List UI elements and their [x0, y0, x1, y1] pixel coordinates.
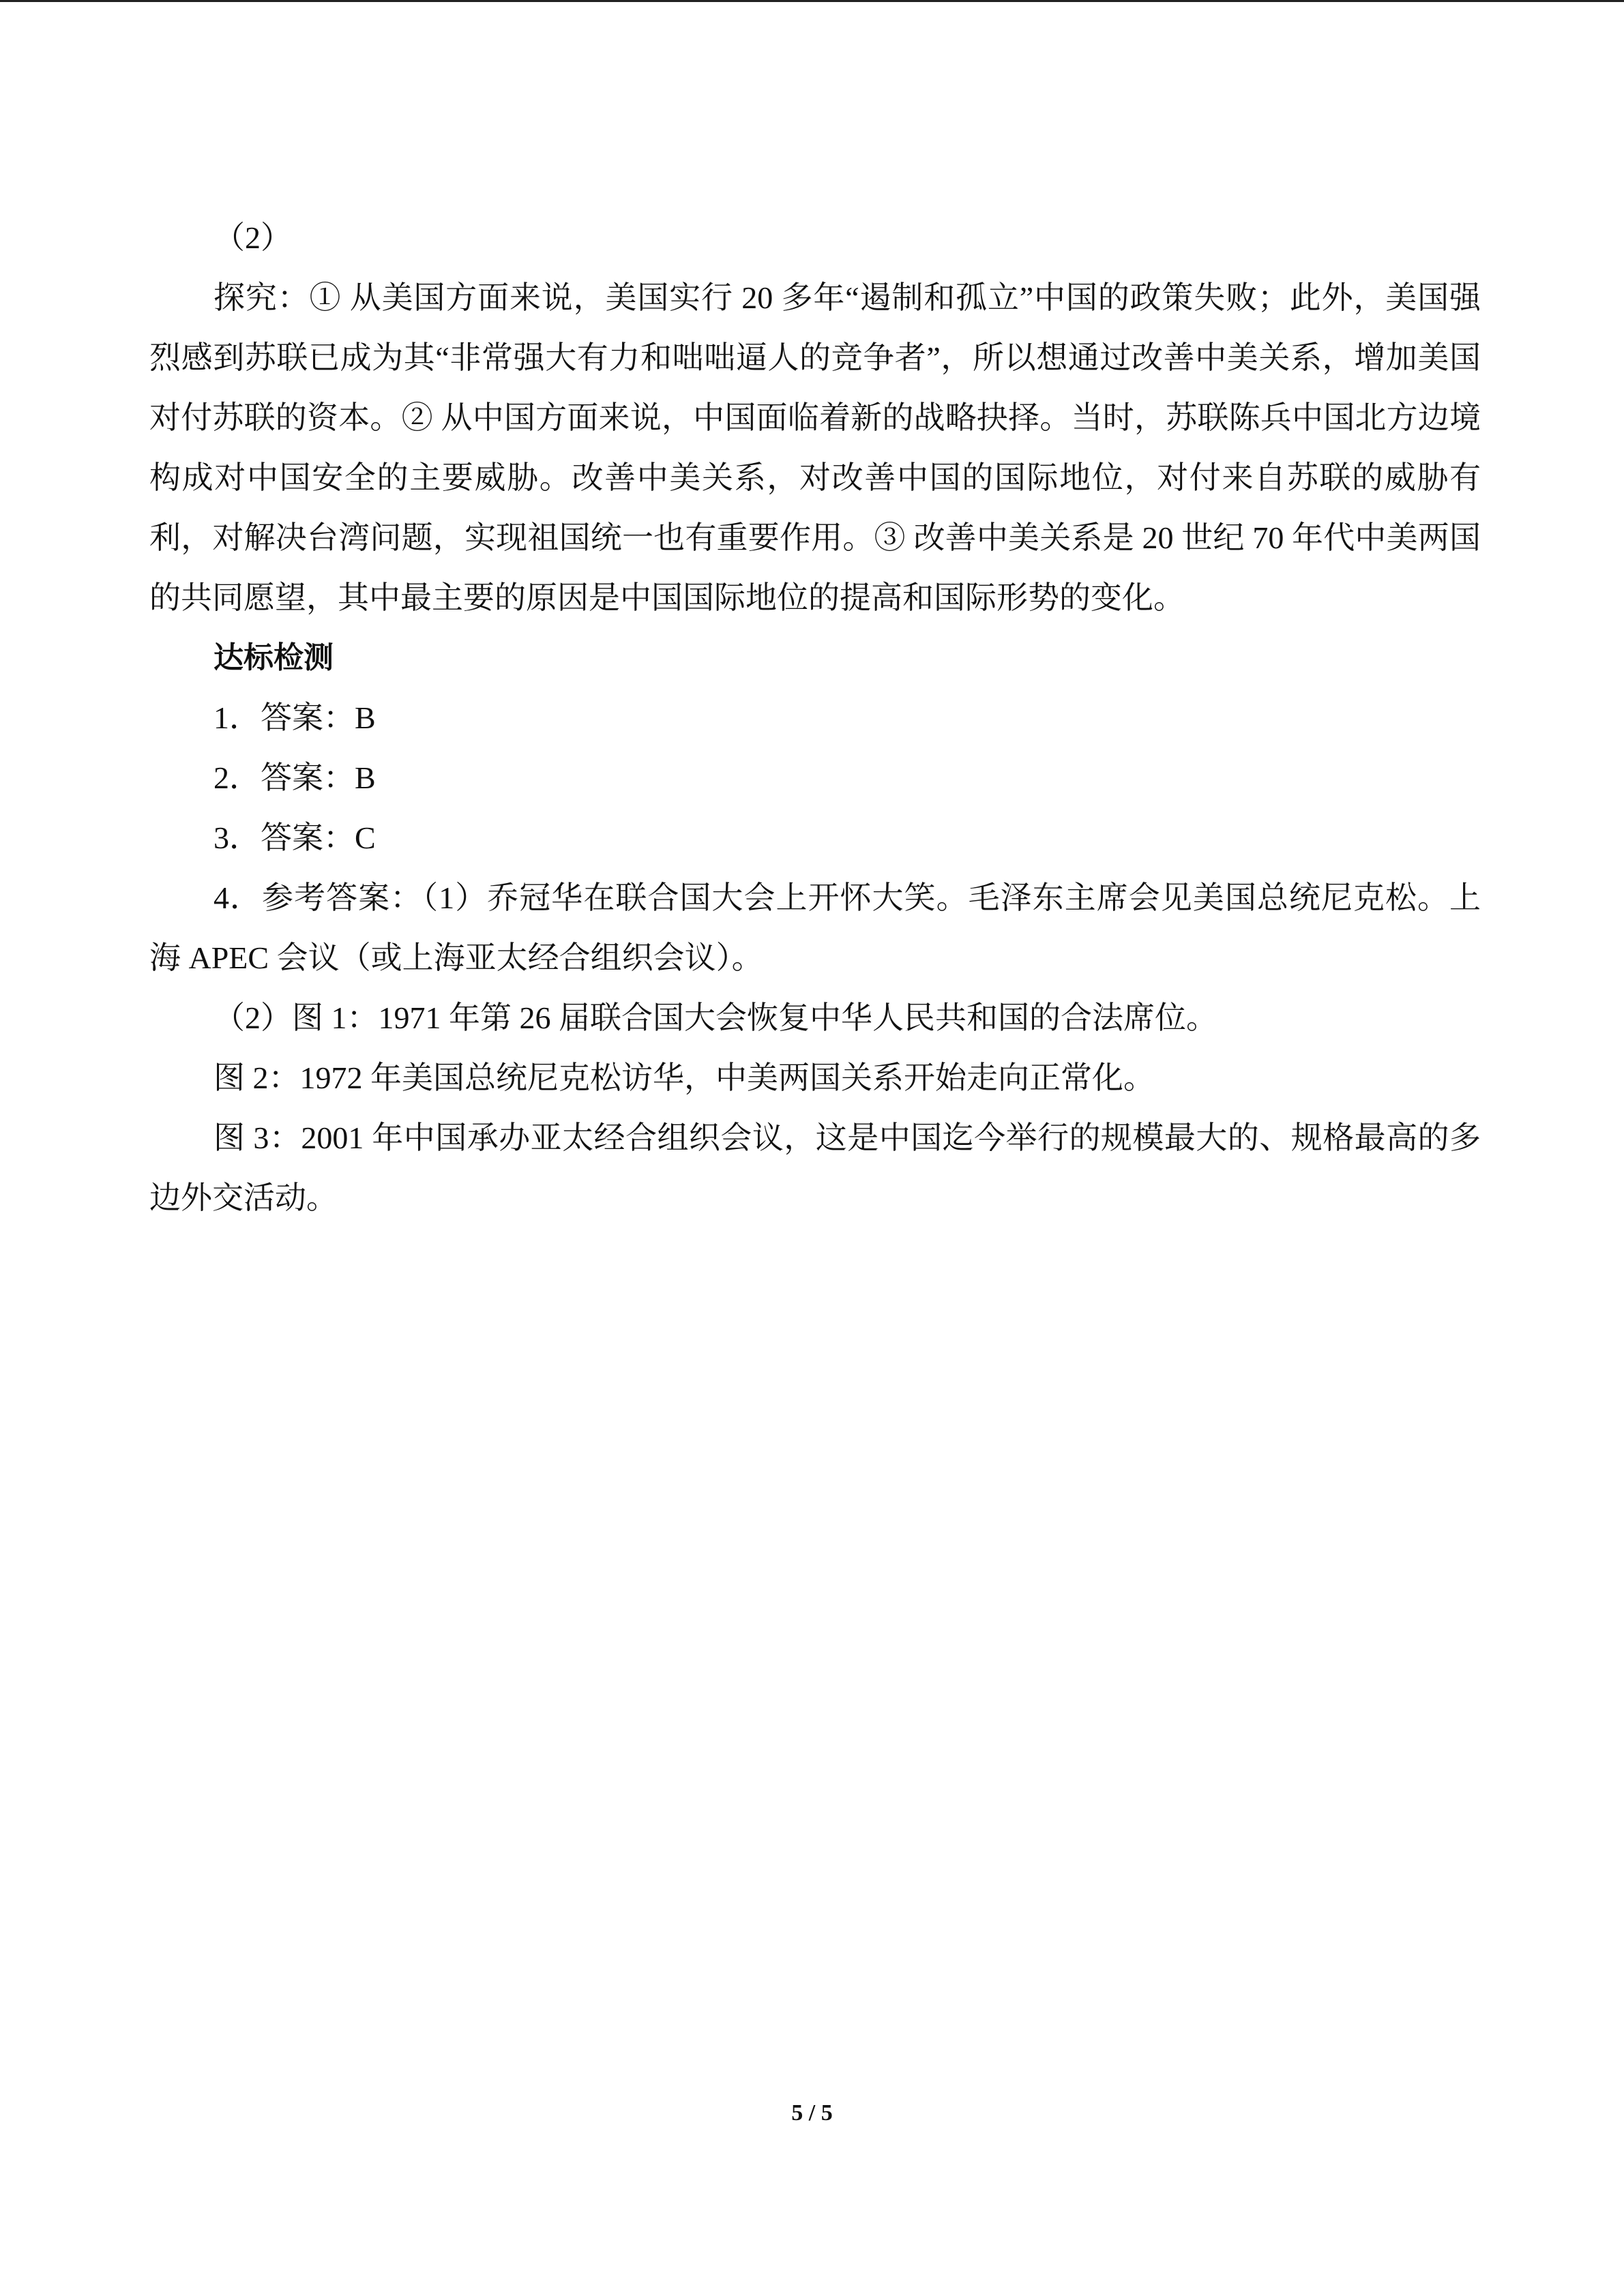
page-number: 5 / 5	[791, 2100, 833, 2126]
answer-2: 2．答案：B	[213, 760, 376, 795]
part-label: （2）	[213, 220, 292, 255]
exploration-paragraph: 探究：① 从美国方面来说，美国实行 20 多年“遏制和孤立”中国的政策失败；此外，美国强烈感到苏联已成为其“非常强大有力和咄咄逼人的竞争者”，所以想通过改善中美关系，增加美国对付苏联的资本。② 从中国方面来说，中国面临着新的战略抉择。当时，苏联陈兵中国北方边境构成对中国安全的主要威胁。改善中美关系，对改善中国的国际地位，对付来自苏联的威胁有利，对解决台湾问题，实现祖国统一也有重要作用。③ 改善中美关系是 20 世纪 70 年代中美两国的共同愿望，其中最主要的原因是中国国际地位的提高和国际形势的变化。	[149, 280, 1481, 615]
answer-4-part-2: （2）图 1：1971 年第 26 届联合国大会恢复中华人民共和国的合法席位。	[213, 1000, 1217, 1035]
answer-1: 1．答案：B	[213, 700, 376, 735]
answer-4: 4．参考答案：（1）乔冠华在联合国大会上开怀大笑。毛泽东主席会见美国总统尼克松。上海 APEC 会议（或上海亚太经合组织会议）。	[149, 880, 1481, 975]
answer-4-figure-3: 图 3：2001 年中国承办亚太经合组织会议，这是中国迄今举行的规模最大的、规格最高的多边外交活动。	[149, 1120, 1481, 1215]
answer-4-figure-2: 图 2：1972 年美国总统尼克松访华，中美两国关系开始走向正常化。	[213, 1060, 1155, 1095]
document-body	[149, 208, 1481, 1228]
section-heading: 达标检测	[213, 640, 334, 675]
answer-3: 3．答案：C	[213, 820, 376, 855]
top-border-line	[0, 0, 1624, 2]
